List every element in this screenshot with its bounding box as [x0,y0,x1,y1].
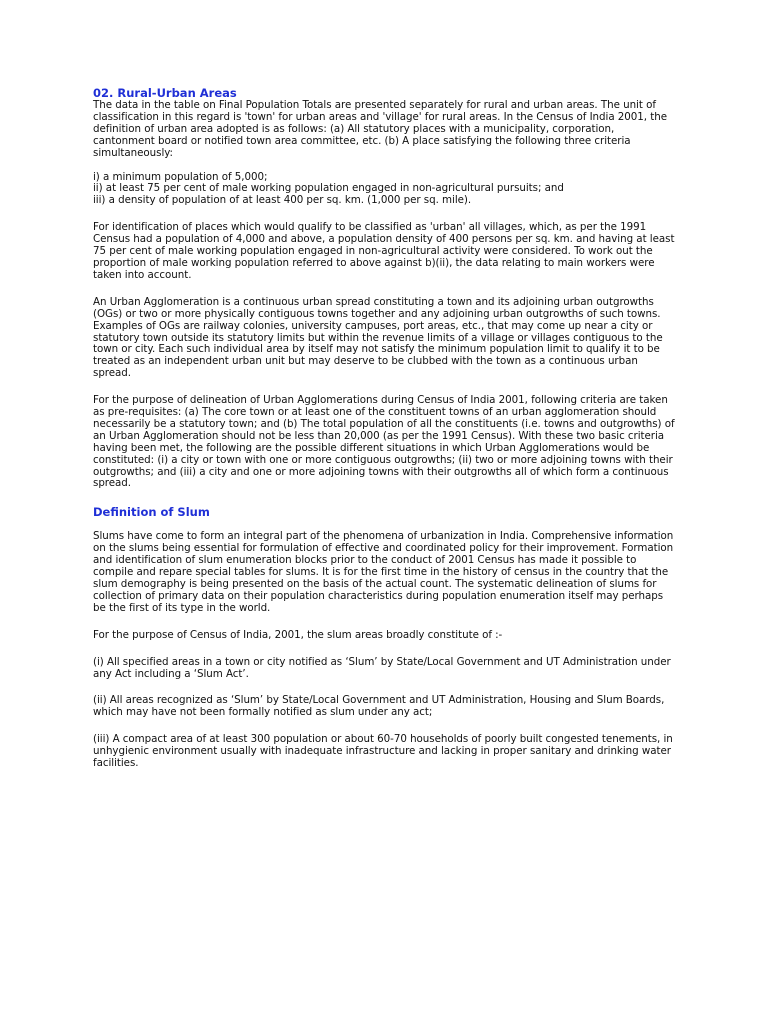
spacer [93,719,677,734]
spacer [93,490,677,505]
spacer [93,160,677,172]
slum-item-2: (ii) All areas recognized as ‘Slum’ by State/Local Government and UT Administration, Housing and Slum Boards, which may have not been formally notified as slum under any act; [93,694,665,719]
criteria-item: i) a minimum population of 5,000; [93,170,268,183]
criteria-item: ii) at least 75 per cent of male working population engaged in non-agricultural pursuits; and [93,182,564,195]
section-heading-rural-urban: 02. Rural-Urban Areas [93,86,237,100]
paragraph-rural-urban-intro: The data in the table on Final Population Totals are presented separately for rural and urban areas. The unit of classification in this regard is 'town' for urban areas and 'village' for rural areas. In the Census of India 2001, the definition of urban area adopted is as follows: (a) All statutory places with a municipality, corporation, cantonment board or notified town area committee, etc. (b) A place satisfying the following three criteria simultaneously: [93,99,668,159]
spacer [93,615,677,630]
paragraph-urban-agglomeration: An Urban Agglomeration is a continuous urban spread constituting a town and its adjoining urban outgrowths (OGs) or two or more physically contiguous towns together and any adjoining urban outgrowths of such towns. Examples of OGs are railway colonies, university campuses, port areas, etc., that may come up near a city or statutory town outside its statutory limits but within the revenue limits of a village or villages contiguous to the town or city. Each such individual area by itself may not satisfy the minimum population limit to qualify it to be treated as an independent urban unit but may deserve to be clubbed with the town as a continuous urban spread. [93,295,663,380]
slum-item-1: (i) All specified areas in a town or city notified as ‘Slum’ by State/Local Government and UT Administration under any Act including a ‘Slum Act’. [93,655,671,680]
criteria-item: iii) a density of population of at least 400 per sq. km. (1,000 per sq. mile). [93,194,472,207]
section-heading-slum: Definition of Slum [93,505,210,520]
paragraph-agglomeration-criteria: For the purpose of delineation of Urban Agglomerations during Census of India 2001, following criteria are taken as pre-requisites: (a) The core town or at least one of the constituent towns of an urban agglomeration should necessarily be a statutory town; and (b) The total population of all the constituents (i.e. towns and outgrowths) of an Urban Agglomeration should not be less than 20,000 (as per the 1991 Census). With these two basic criteria having been met, the following are the possible different situations in which Urban Agglomerations would be constituted: (i) a city or town with one or more contiguous outgrowths; (ii) two or more adjoining towns with their outgrowths; and (iii) a city and one or more adjoining towns with their outgrowths all of which form a continuous spread. [93,394,675,490]
paragraph-slum-purpose: For the purpose of Census of India, 2001, the slum areas broadly constitute of :- [93,628,503,641]
paragraph-slum-intro: Slums have come to form an integral part of the phenomena of urbanization in India. Comprehensive information on the slums being essential for formulation of effective and coordinated policy for their improvement. Formation and identification of slum enumeration blocks prior to the conduct of 2001 Census has made it possible to compile and repare special tables for slums. It is for the first time in the history of census in the country that the slum demography is being presented on the basis of the actual count. The systematic delineation of slums for collection of primary data on their population characteristics during population enumeration itself may perhaps be the first of its type in the world. [93,530,674,614]
document-page [93,86,677,770]
spacer [93,642,677,657]
spacer [93,380,677,395]
paragraph-urban-identification: For identification of places which would qualify to be classified as 'urban' all villages, which, as per the 1991 Census had a population of 4,000 and above, a population density of 400 persons per sq. km. and having at least 75 per cent of male working population engaged in non-agricultural activity were considered. To work out the proportion of male working population referred to above against b)(ii), the data relating to main workers were taken into account. [93,221,675,281]
spacer [93,680,677,695]
spacer [93,282,677,297]
slum-item-3: (iii) A compact area of at least 300 population or about 60-70 households of poorly built congested tenements, in unhygienic environment usually with inadequate infrastructure and lacking in proper sanitary and drinking water facilities. [93,733,673,770]
spacer [93,207,677,222]
criteria-list [93,172,677,208]
